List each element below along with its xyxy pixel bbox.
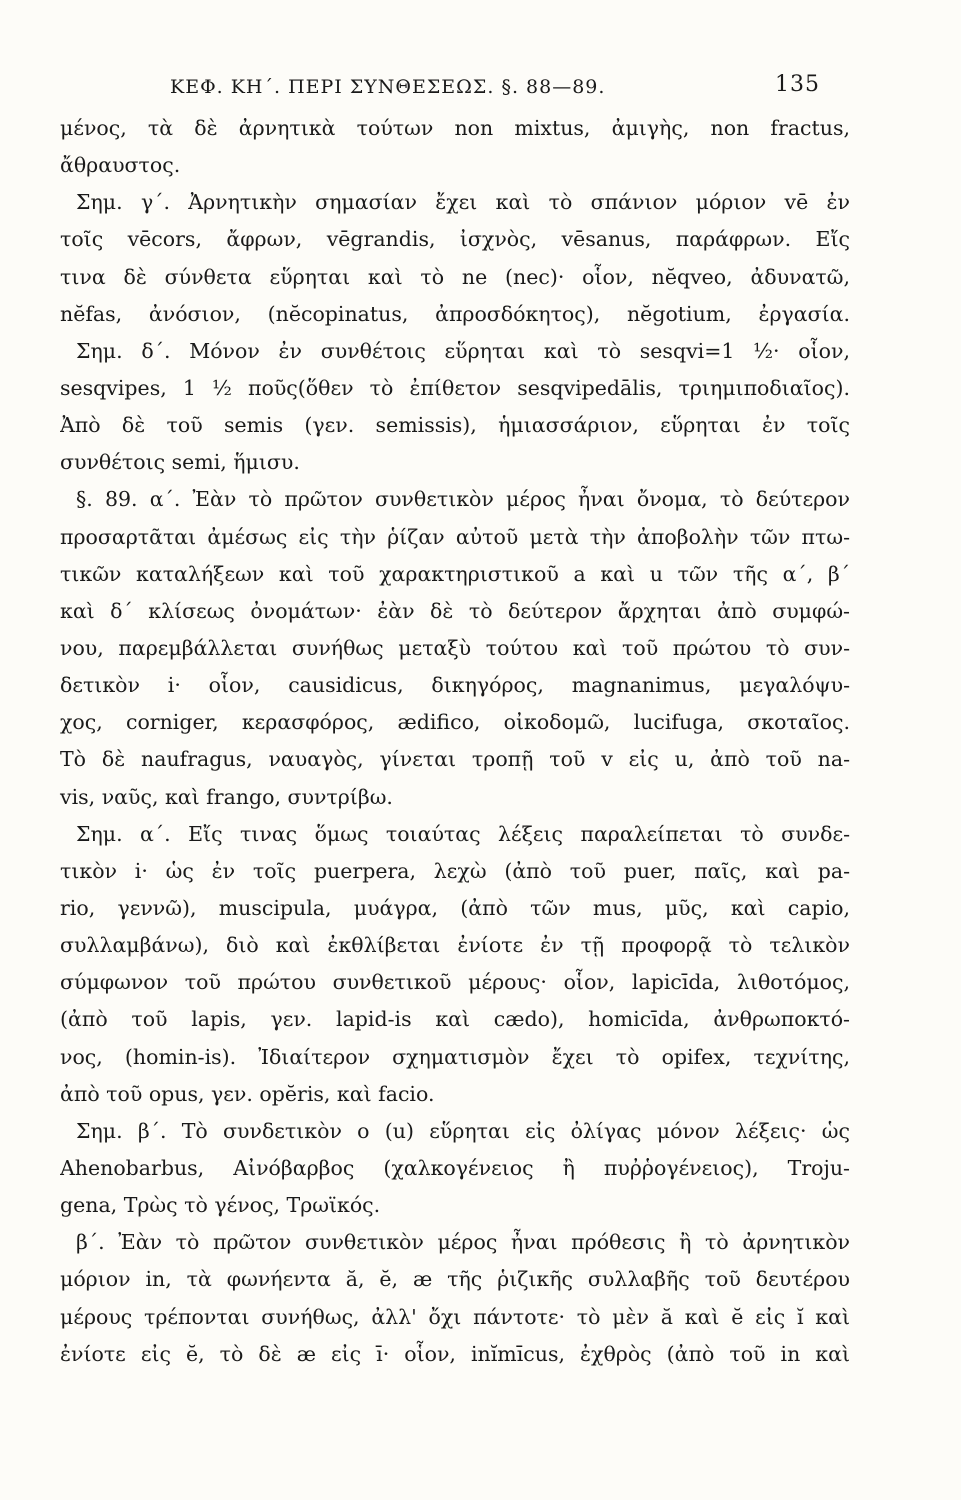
page-number: 135 [775, 72, 820, 97]
text-line: νος, (homin-is). Ἰδιαίτερον σχηματισμὸν ἔχει τὸ opifex, τεχνίτης, [60, 1044, 850, 1069]
text-line: καὶ δ΄ κλίσεως ὀνομάτων· ἐὰν δὲ τὸ δεύτερον ἄρχηται ἀπὸ συμφώ- [60, 598, 850, 623]
text-line: ἄθραυστος. [60, 153, 181, 178]
text-line: β΄. Ἐὰν τὸ πρῶτον συνθετικὸν μέρος ἦναι πρόθεσις ἢ τὸ ἀρνητικὸν [76, 1230, 850, 1255]
text-line: Ahenobarbus, Αἰνόβαρβος (χαλκογένειος ἢ πυῤῥογένειος), Troju- [60, 1155, 850, 1180]
text-line: §. 89. α΄. Ἐὰν τὸ πρῶτον συνθετικὸν μέρος ἦναι ὄνομα, τὸ δεύτερον [76, 487, 850, 512]
text-line: σύμφωνον τοῦ πρώτου συνθετικοῦ μέρους· οἷον, lapicīda, λιθοτόμος, [60, 970, 850, 995]
text-line: vis, ναῦς, καὶ frango, συντρίβω. [60, 784, 393, 809]
text-line: μόριον in, τὰ φωνήεντα ă, ĕ, æ τῆς ῥιζικῆς συλλαβῆς τοῦ δευτέρου [60, 1267, 850, 1292]
text-line: rio, γεννῶ), muscipula, μυάγρα, (ἀπὸ τῶν mus, μῦς, καὶ capio, [60, 895, 850, 920]
text-line: τικὸν i· ὡς ἐν τοῖς puerpera, λεχὼ (ἀπὸ τοῦ puer, παῖς, καὶ pa- [60, 858, 850, 883]
text-line: Σημ. α΄. Εἴς τινας ὅμως τοιαύτας λέξεις παραλείπεται τὸ συνδε- [76, 821, 850, 846]
text-line: ἐνίοτε εἰς ĕ, τὸ δὲ æ εἰς ī· οἷον, inĭmīcus, ἐχθρὸς (ἀπὸ τοῦ in καὶ [60, 1341, 850, 1366]
text-line: προσαρτᾶται ἀμέσως εἰς τὴν ῥίζαν αὐτοῦ μετὰ τὴν ἀποβολὴν τῶν πτω- [60, 524, 850, 549]
text-line: Σημ. β΄. Τὸ συνδετικὸν o (u) εὕρηται εἰς ὀλίγας μόνον λέξεις· ὡς [76, 1118, 850, 1143]
text-line: Σημ. γ΄. Ἀρνητικὴν σημασίαν ἔχει καὶ τὸ σπάνιον μόριον vē ἐν [76, 190, 850, 215]
text-line: Τὸ δὲ naufragus, ναυαγὸς, γίνεται τροπῇ τοῦ v εἰς u, ἀπὸ τοῦ na- [60, 747, 850, 772]
text-line: τικῶν καταλήξεων καὶ τοῦ χαρακτηριστικοῦ a καὶ u τῶν τῆς α΄, β΄ [60, 561, 850, 586]
text-line: Σημ. δ΄. Μόνον ἐν συνθέτοις εὕρηται καὶ τὸ sesqvi=1 ½· οἷον, [76, 338, 850, 363]
text-line: Ἀπὸ δὲ τοῦ semis (γεν. semissis), ἡμιασσάριον, εὕρηται ἐν τοῖς [60, 413, 850, 438]
text-line: συλλαμβάνω), διὸ καὶ ἐκθλίβεται ἐνίοτε ἐν τῇ προφορᾷ τὸ τελικὸν [60, 933, 850, 958]
text-line: δετικὸν i· οἷον, causidicus, δικηγόρος, magnanimus, μεγαλόψυ- [60, 673, 850, 698]
text-line: ἀπὸ τοῦ opus, γεν. opĕris, καὶ facio. [60, 1081, 435, 1106]
text-line: τοῖς vēcors, ἄφρων, vēgrandis, ἰσχνὸς, vēsanus, παράφρων. Εἴς [60, 227, 850, 252]
text-line: sesqvipes, 1 ½ ποῦς(ὅθεν τὸ ἐπίθετον sesqvipedālis, τριημιποδιαῖος). [60, 375, 850, 400]
chapter-heading: ΚΕΦ. ΚΗ΄. ΠΕΡΙ ΣΥΝΘΕΣΕΩΣ. §. 88—89. [170, 76, 606, 98]
text-line: χος, corniger, κερασφόρος, ædifico, οἰκοδομῶ, lucifuga, σκοταῖος. [60, 710, 850, 735]
text-line: μένος, τὰ δὲ ἀρνητικὰ τούτων non mixtus, ἀμιγὴς, non fractus, [60, 116, 850, 140]
text-line: nĕfas, ἀνόσιον, (nĕcopinatus, ἀπροσδόκητος), nĕgotium, ἐργασία. [60, 301, 850, 326]
running-header [170, 72, 820, 106]
text-line: τινα δὲ σύνθετα εὕρηται καὶ τὸ ne (nec)· οἷον, nĕqveo, ἀδυνατῶ, [60, 264, 850, 289]
text-body [60, 110, 850, 1373]
text-line: νου, παρεμβάλλεται συνήθως μεταξὺ τούτου καὶ τοῦ πρώτου τὸ συν- [60, 635, 850, 660]
text-line: gena, Τρὼς τὸ γένος, Τρωϊκός. [60, 1193, 381, 1218]
text-line: συνθέτοις semi, ἥμισυ. [60, 450, 300, 475]
text-line: μέρους τρέπονται συνήθως, ἀλλ' ὄχι πάντοτε· τὸ μὲν ă καὶ ĕ εἰς ĭ καὶ [60, 1304, 850, 1329]
text-line: (ἀπὸ τοῦ lapis, γεν. lapid-is καὶ cædo), homicīda, ἀνθρωποκτό- [60, 1007, 850, 1032]
